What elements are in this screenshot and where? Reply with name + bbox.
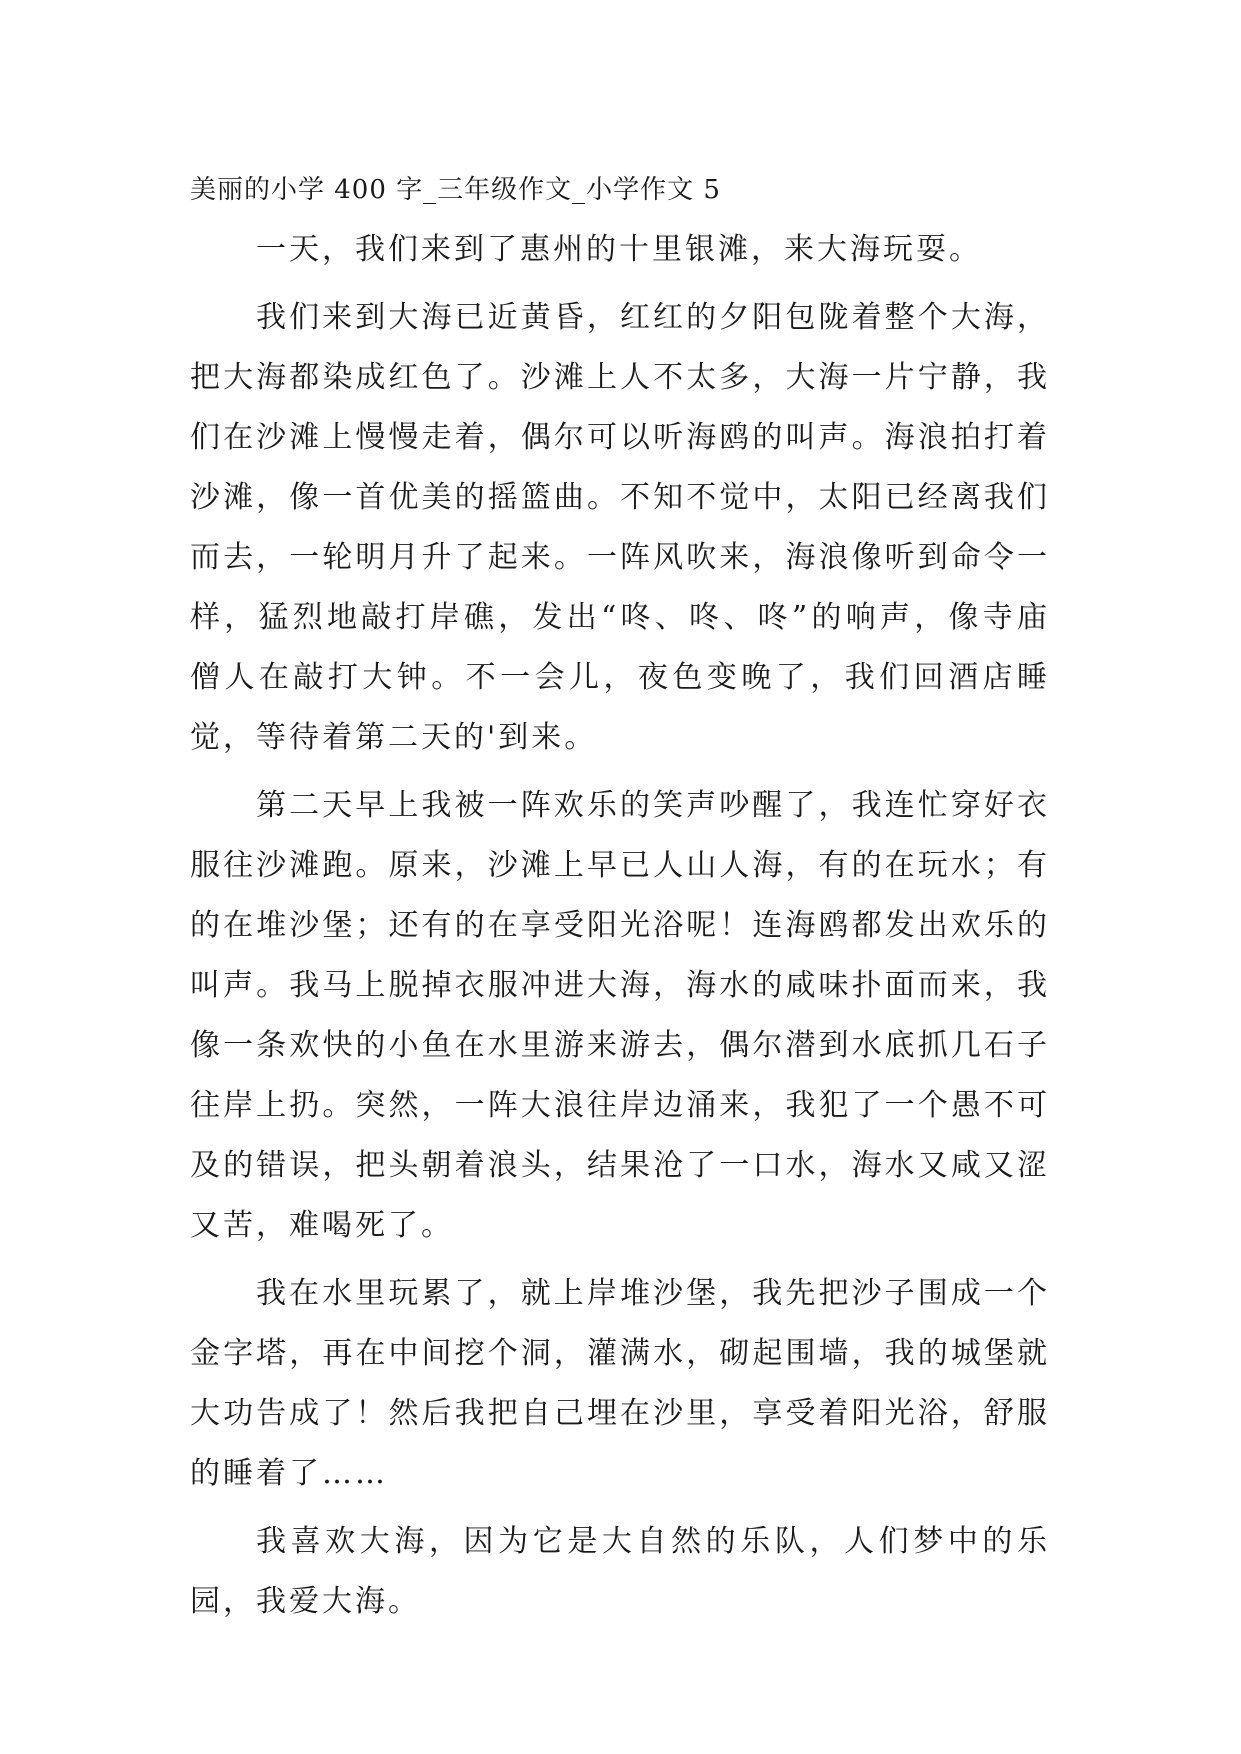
paragraph-1: 一天，我们来到了惠州的十里银滩，来大海玩耍。 (256, 232, 982, 267)
paragraph-2: 我们来到大海已近黄昏，红红的夕阳包陇着整个大海，把大海都染成红色了。沙滩上人不太多，大海一片宁静，我们在沙滩上慢慢走着，偶尔可以听海鸥的叫声。海浪拍打着沙滩，像一首优美的摇篮曲。不知不觉中，太阳已经离我们而去，一轮明月升了起来。一阵风吹来，海浪像听到命令一样，猛烈地敲打岸礁，发出“咚、咚、咚”的响声，像寺庙僧人在敲打大钟。不一会儿，夜色变晚了，我们回酒店睡觉，等待着第二天的'到来。 (190, 300, 1050, 755)
document-body (190, 160, 1050, 1632)
paragraph-4: 我在水里玩累了，就上岸堆沙堡，我先把沙子围成一个金字塔，再在中间挖个洞，灌满水，砌起围墙，我的城堡就大功告成了！然后我把自己埋在沙里，享受着阳光浴，舒服的睡着了…… (190, 1276, 1050, 1491)
paragraph-5: 我喜欢大海，因为它是大自然的乐队，人们梦中的乐园，我爱大海。 (190, 1524, 1050, 1619)
document-title: 美丽的小学 400 字_三年级作文_小学作文 5 (190, 175, 721, 205)
paragraph-3: 第二天早上我被一阵欢乐的笑声吵醒了，我连忙穿好衣服往沙滩跑。原来，沙滩上早已人山人海，有的在玩水；有的在堆沙堡；还有的在享受阳光浴呢！连海鸥都发出欢乐的叫声。我马上脱掉衣服冲进大海，海水的咸味扑面而来，我像一条欢快的小鱼在水里游来游去，偶尔潜到水底抓几石子往岸上扔。突然，一阵大浪往岸边涌来，我犯了一个愚不可及的错误，把头朝着浪头，结果沧了一口水，海水又咸又涩又苦，难喝死了。 (190, 788, 1050, 1243)
